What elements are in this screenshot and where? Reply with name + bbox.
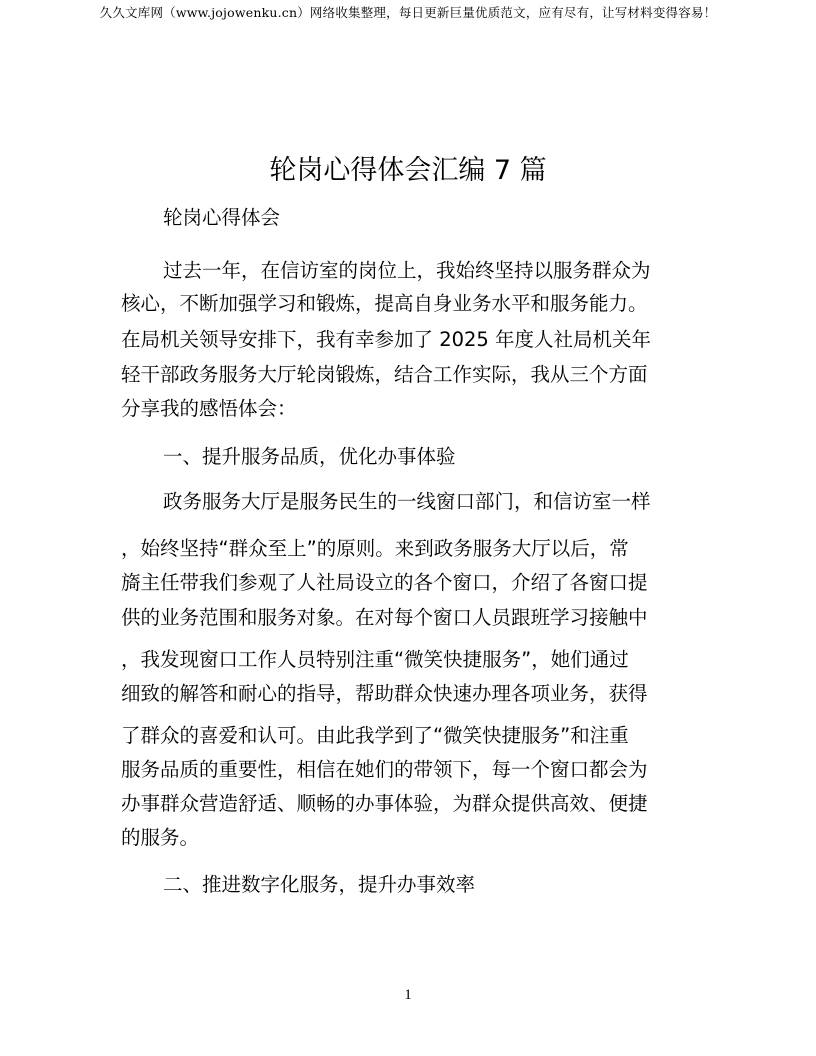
paragraph-line: 服务品质的重要性，相信在她们的带领下，每一个窗口都会为 xyxy=(121,758,648,781)
paragraph-line: 的服务。 xyxy=(121,826,200,849)
paragraph-line: 在局机关领导安排下，我有幸参加了 2025 年度人社局机关年 xyxy=(121,328,652,351)
paragraph-line: 分享我的感悟体会： xyxy=(121,397,297,420)
paragraph-line: 办事群众营造舒适、顺畅的办事体验，为群众提供高效、便捷 xyxy=(121,792,648,815)
section-heading: 二、推进数字化服务，提升办事效率 xyxy=(163,873,476,896)
page-number: 1 xyxy=(404,987,412,1003)
paragraph-line: 核心，不断加强学习和锻炼，提高自身业务水平和服务能力。 xyxy=(121,292,648,315)
paragraph-line: ，始终坚持“群众至上”的原则。来到政务服务大厅以后，常 xyxy=(121,537,629,560)
paragraph-line: 了群众的喜爱和认可。由此我学到了“微笑快捷服务”和注重 xyxy=(121,724,629,747)
document-title: 轮岗心得体会汇编 7 篇 xyxy=(269,155,547,186)
paragraph-line: ，我发现窗口工作人员特别注重“微笑快捷服务”，她们通过 xyxy=(121,648,629,671)
paragraph-line: 供的业务范围和服务对象。在对每个窗口人员跟班学习接触中 xyxy=(121,606,648,629)
paragraph-line: 旖主任带我们参观了人社局设立的各个窗口，介绍了各窗口提 xyxy=(121,571,648,594)
document-subtitle: 轮岗心得体会 xyxy=(163,206,281,229)
paragraph-line: 细致的解答和耐心的指导，帮助群众快速办理各项业务，获得 xyxy=(121,682,648,705)
paragraph-line: 政务服务大厅是服务民生的一线窗口部门，和信访室一样 xyxy=(163,490,651,513)
paragraph-line: 轻干部政务服务大厅轮岗锻炼，结合工作实际，我从三个方面 xyxy=(121,363,648,386)
section-heading: 一、提升服务品质，优化办事体验 xyxy=(163,445,456,468)
paragraph-line: 过去一年，在信访室的岗位上，我始终坚持以服务群众为 xyxy=(163,259,651,282)
header-banner: 久久文库网（www.jojowenku.cn）网络收集整理，每日更新巨量优质范文，应有尽有，让写材料变得容易！ xyxy=(99,5,717,20)
